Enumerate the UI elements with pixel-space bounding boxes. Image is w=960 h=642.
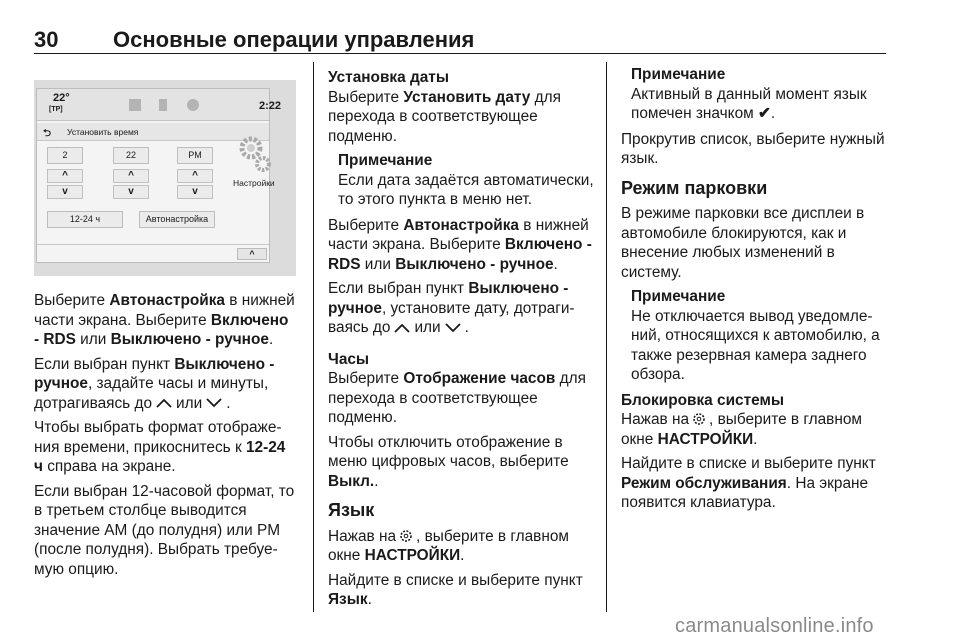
note-heading: Примечание xyxy=(338,152,433,169)
page-header xyxy=(34,27,886,55)
col2-paragraph-3: Если выбран пункт Выключено - ручное, установите дату, дотрагиваясь до или . xyxy=(328,280,575,336)
col2-paragraph-2: Выберите Автонастройка в нижней части экрана. Выберите Включено - RDS или Выключено - ручное. xyxy=(328,216,592,273)
screen-phone-icon xyxy=(159,99,167,111)
header-divider xyxy=(34,53,886,54)
screen-menu-title: Установить время xyxy=(67,127,139,137)
col2-paragraph-1: Выберите Установить дату для перехода в соответствующее подменю. xyxy=(328,88,561,145)
screen-menu-header xyxy=(37,123,269,141)
note-text: Если дата задаётся автоматически, то этого пункта в меню нет. xyxy=(338,171,594,208)
screen-ampm-up-icon: ^ xyxy=(177,169,213,183)
screen-media-icon xyxy=(187,99,199,111)
note-heading: Примечание xyxy=(631,288,726,305)
parking-section-title: Режим парковки xyxy=(621,177,768,198)
col2-paragraph-7: Найдите в списке и выберите пункт Язык. xyxy=(328,571,583,608)
col1-paragraph-2: Если выбран пункт Выключено - ручное, задайте часы и минуты, дотрагиваясь до или . xyxy=(34,355,275,412)
screen-nav-icon xyxy=(129,99,141,111)
screen-traffic-indicator: [TP] xyxy=(49,106,63,113)
watermark: carmanualsonline.info xyxy=(675,615,874,637)
col3-paragraph-3: Нажав на , выберите в главном окне НАСТРОЙКИ. xyxy=(621,411,862,448)
column-divider-1 xyxy=(313,62,314,612)
col2-paragraph-5: Чтобы отключить отображение в меню цифровых часов, выберите Выкл.. xyxy=(328,433,569,490)
col3-paragraph-2: В режиме парковки все дисплеи в автомобиле блокируются, как и внесение любых изменений в систему. xyxy=(621,205,865,281)
screen-clock: 2:22 xyxy=(259,100,282,112)
col2-paragraph-6: Нажав на , выберите в главном окне НАСТРОЙКИ. xyxy=(328,527,569,564)
column-1 xyxy=(34,291,296,584)
chevron-down-icon xyxy=(206,398,222,408)
date-section-title: Установка даты xyxy=(328,69,449,86)
lock-section-title: Блокировка системы xyxy=(621,391,785,409)
col2-paragraph-4: Выберите Отображение часов для перехода в соответствующее подменю. xyxy=(328,370,586,426)
col1-paragraph-3: Чтобы выбрать формат отображения времени, прикоснитесь к 12-24 ч справа на экране. xyxy=(34,419,286,475)
screen-temperature: 22° xyxy=(53,92,70,104)
chevron-up-icon xyxy=(156,398,172,408)
column-3 xyxy=(621,65,889,518)
screen-illustration xyxy=(34,80,296,276)
screen-bottom-bar xyxy=(37,244,269,262)
chevron-up-icon xyxy=(394,323,410,333)
screen-settings-gear-icon xyxy=(237,134,271,174)
settings-gear-icon xyxy=(399,529,413,543)
language-section-title: Язык xyxy=(328,500,375,520)
screen-scroll-up-icon: ^ xyxy=(237,248,267,260)
page-title: Основные операции управления xyxy=(113,27,475,52)
col1-paragraph-4: Если выбран 12-часовой формат, то в третьем столбце выводится значение AM (до полудня) или PM (после полудня). Выбрать требуемую опцию. xyxy=(34,482,295,578)
screen-settings-label: Настройки xyxy=(233,178,275,188)
note-text: Не отключается вывод уведомлений, относящихся к автомобилю, а также резервная камера заднего обзора. xyxy=(631,307,880,383)
screen-minute-down-icon: v xyxy=(113,185,149,199)
note-text: Активный в данный момент язык помечен значком ✔. xyxy=(631,85,867,122)
screen-minute-field: 22 xyxy=(113,147,149,164)
chevron-down-icon xyxy=(445,323,461,333)
infotainment-screen xyxy=(36,88,282,263)
col2-note xyxy=(328,151,596,210)
col3-paragraph-1: Прокрутив список, выберите нужный язык. xyxy=(621,130,885,167)
screen-status-bar xyxy=(37,89,282,121)
screen-format-button: 12-24 ч xyxy=(47,211,123,228)
screen-ampm-down-icon: v xyxy=(177,185,213,199)
checkmark-icon: ✔ xyxy=(758,105,771,122)
settings-gear-icon xyxy=(692,412,706,426)
screen-ampm-field: PM xyxy=(177,147,213,164)
column-divider-2 xyxy=(606,62,607,612)
screen-hour-down-icon: v xyxy=(47,185,83,199)
col3-note-1 xyxy=(621,65,889,124)
screen-minute-up-icon: ^ xyxy=(113,169,149,183)
col3-paragraph-4: Найдите в списке и выберите пункт Режим обслуживания. На экране появится клавиатура. xyxy=(621,455,876,511)
screen-auto-button: Автонастройка xyxy=(139,211,215,228)
screen-hour-field: 2 xyxy=(47,147,83,164)
col1-paragraph-1: Выберите Автонастройка в нижней части экрана. Выберите Включено - RDS или Выключено - ручное. xyxy=(34,292,295,348)
note-heading: Примечание xyxy=(631,66,726,83)
page-number: 30 xyxy=(34,27,59,52)
screen-hour-up-icon: ^ xyxy=(47,169,83,183)
col3-note-2 xyxy=(621,287,889,385)
clock-section-title: Часы xyxy=(328,350,370,368)
screen-back-icon: ⮌ xyxy=(43,128,52,139)
column-2 xyxy=(328,65,596,615)
